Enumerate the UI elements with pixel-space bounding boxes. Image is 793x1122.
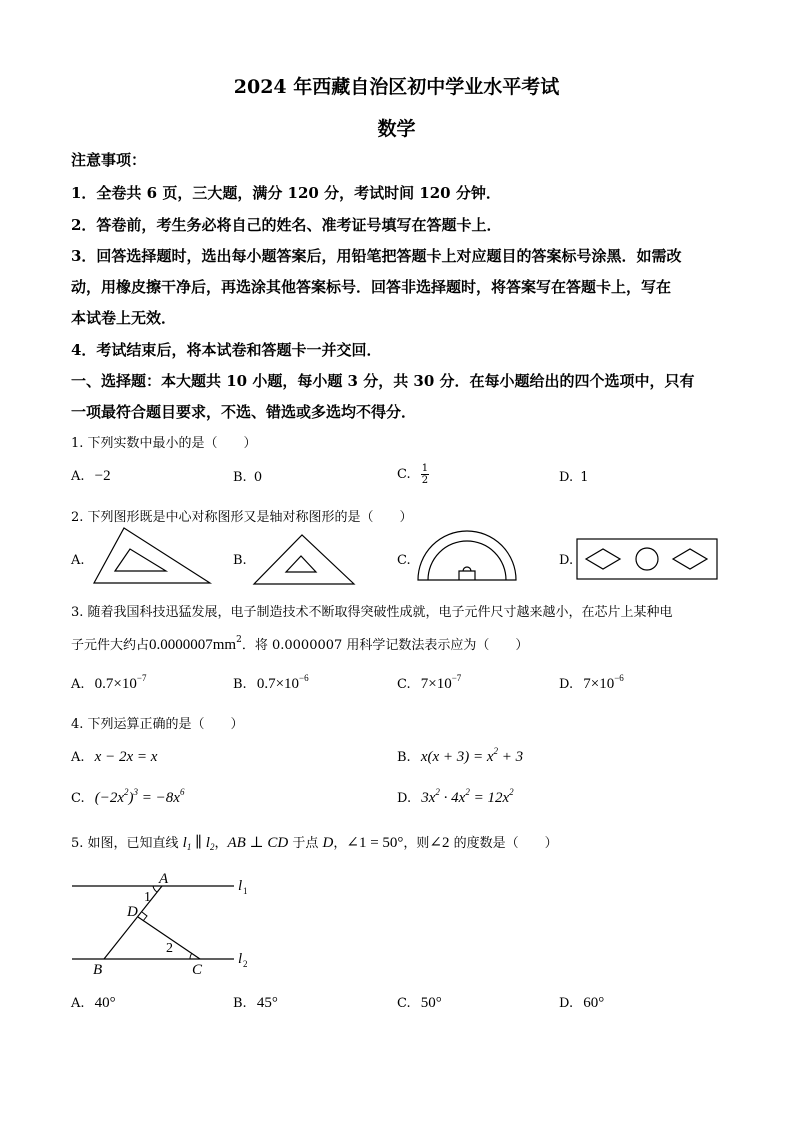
question-5-option-c	[397, 995, 442, 1012]
diamond-circle-diamond-figure	[576, 538, 718, 580]
option-value: 50°	[420, 995, 442, 1011]
right-triangle-ruler-figure	[88, 525, 214, 587]
label-c: C	[192, 962, 203, 978]
option-value	[420, 746, 524, 765]
question-1-stem: 1. 下列实数中最小的是（ ）	[71, 436, 257, 451]
option-value	[583, 673, 624, 692]
question-4-stem: 4. 下列运算正确的是（ ）	[71, 717, 244, 732]
option-exponent: −7	[136, 673, 147, 683]
section-1-heading-line-2: 一项最符合题目要求，不选、错选或多选均不得分．	[71, 403, 417, 421]
protractor-figure	[414, 524, 520, 584]
question-2-option-c-label: C.	[397, 553, 411, 568]
option-base: 0.7×10	[94, 676, 137, 692]
option-label: B.	[233, 470, 247, 485]
option-value: 40°	[94, 995, 116, 1011]
stem-text: 子元件大约占	[71, 638, 150, 653]
isosceles-triangle-ruler-figure	[250, 532, 358, 588]
point-d: D	[322, 835, 334, 851]
stem-text: ，	[214, 836, 228, 851]
label-l1-sub: 1	[243, 886, 248, 896]
question-3-stem-line-2	[71, 634, 528, 654]
question-4-option-a	[71, 749, 157, 766]
option-label: C.	[71, 791, 85, 806]
question-2-option-b-label: B.	[233, 553, 247, 568]
option-label: D.	[559, 677, 574, 692]
option-label: C.	[397, 467, 411, 482]
question-3-option-a	[71, 673, 147, 693]
angle-2-arc	[190, 953, 192, 959]
parallel-symbol: ∥	[191, 835, 206, 851]
option-base: 7×10	[583, 676, 615, 692]
line-letter: l	[205, 835, 210, 851]
fraction-denominator: 2	[421, 475, 429, 486]
option-value	[94, 787, 185, 806]
label-b: B	[93, 962, 103, 978]
option-value: x − 2x = x	[94, 749, 158, 765]
question-3-option-c	[397, 673, 462, 693]
option-value	[94, 673, 147, 692]
question-4-option-d	[397, 787, 514, 807]
stem-text: 于点	[288, 836, 323, 851]
option-label: A.	[71, 996, 85, 1011]
notice-item-2: 2．答卷前，考生务必将自己的姓名、准考证号填写在答题卡上．	[71, 216, 502, 234]
line-letter: l	[182, 835, 187, 851]
expr-part: = −8x	[138, 790, 180, 806]
option-exponent: −6	[614, 673, 624, 683]
option-exponent: −7	[451, 673, 462, 683]
option-label: C.	[397, 677, 411, 692]
segment-ab	[104, 886, 162, 959]
stem-unit: mm	[212, 637, 237, 653]
stem-text: ，则	[403, 836, 430, 851]
option-label: D.	[397, 791, 412, 806]
expr-exponent: 2	[435, 787, 440, 797]
notice-item-4: 4．考试结束后，将本试卷和答题卡一并交回．	[71, 341, 382, 359]
option-value: 45°	[256, 995, 278, 1011]
expr-part: x(x + 3) = x	[420, 749, 494, 765]
option-label: B.	[397, 750, 411, 765]
option-label: A.	[71, 469, 85, 484]
fraction	[421, 463, 429, 486]
option-exponent: −6	[299, 673, 309, 683]
notice-item-3-line-2: 动，用橡皮擦干净后，再选涂其他答案标号．回答非选择题时，将答案写在答题卡上，写在	[71, 278, 672, 296]
expr-part: = 12x	[469, 790, 510, 806]
label-l2-sub: 2	[243, 959, 248, 969]
question-5-stem	[71, 832, 558, 852]
question-4-option-c	[71, 787, 185, 807]
label-l1: l	[238, 878, 243, 894]
expr-exponent: 2	[465, 787, 470, 797]
stem-text: ，	[333, 836, 347, 851]
parallel-lines-geometry-figure	[66, 868, 256, 978]
question-5-option-b	[233, 995, 278, 1012]
question-3-option-b	[233, 673, 309, 693]
option-base: 0.7×10	[256, 676, 300, 692]
question-3-stem-line-1: 3. 随着我国科技迅猛发展，电子制造技术不断取得突破性成就，电子元件尺寸越来越小，在芯片上某种电	[71, 605, 673, 620]
angle-1-arc	[153, 886, 157, 892]
option-value: −2	[94, 468, 111, 484]
label-a: A	[159, 871, 169, 887]
expr-exponent: 6	[179, 787, 185, 797]
label-l2: l	[238, 951, 243, 967]
angle-1-expr: ∠1 = 50°	[346, 835, 404, 851]
option-label: A.	[71, 750, 85, 765]
option-label: B.	[233, 996, 247, 1011]
expr-part: (−2x	[94, 790, 125, 806]
question-5-option-d	[559, 995, 604, 1012]
expr-exponent: 2	[493, 746, 499, 756]
option-base: 7×10	[420, 676, 452, 692]
notice-heading: 注意事项：	[71, 151, 147, 169]
section-1-heading-line-1: 一、选择题：本大题共 10 小题，每小题 3 分，共 30 分．在每小题给出的四个选项中，只有	[71, 372, 695, 390]
expr-part: 3x	[421, 790, 436, 806]
stem-value: 0.0000007	[149, 637, 213, 653]
option-label: D.	[559, 470, 574, 485]
option-label: A.	[71, 677, 85, 692]
fraction-numerator: 1	[421, 463, 429, 474]
option-label: D.	[559, 996, 574, 1011]
question-1-option-c	[397, 463, 429, 486]
label-one: 1	[144, 890, 151, 905]
notice-item-3-line-3: 本试卷上无效．	[71, 309, 177, 327]
option-value: 60°	[583, 995, 605, 1011]
exam-title: 2024 年西藏自治区初中学业水平考试	[233, 76, 560, 98]
stem-unit-exponent: 2	[236, 635, 242, 645]
option-value	[421, 787, 514, 806]
option-label: B.	[233, 677, 247, 692]
question-5-option-a	[71, 995, 116, 1012]
stem-text: 5. 如图，已知直线	[71, 836, 183, 851]
option-value: 0	[253, 470, 263, 485]
question-2-option-a-label: A.	[71, 553, 85, 568]
question-1-option-d	[559, 470, 589, 485]
notice-item-3-line-1: 3．回答选择题时，选出每小题答案后，用铅笔把答题卡上对应题目的答案标号涂黑．如需改	[71, 247, 682, 265]
subject-title: 数学	[377, 118, 416, 140]
question-1-option-b	[233, 470, 262, 485]
question-2-option-d-label: D.	[559, 553, 574, 568]
expr-part: · 4x	[439, 790, 466, 806]
perpendicular-expr: AB ⊥ CD	[227, 835, 289, 851]
option-label: C.	[397, 996, 411, 1011]
stem-text: 的度数是（ ）	[449, 836, 558, 851]
expr-exponent: 2	[509, 787, 514, 797]
expr-exponent: 2	[124, 787, 129, 797]
expr-exponent: 3	[133, 787, 139, 797]
expr-part: )	[128, 790, 134, 806]
line-subscript: 1	[186, 842, 192, 852]
option-value: 1	[580, 470, 589, 485]
question-2-stem: 2. 下列图形既是中心对称图形又是轴对称图形的是（ ）	[71, 510, 413, 525]
question-4-option-b	[397, 746, 524, 766]
label-two: 2	[166, 941, 173, 956]
stem-text: ．将 0.0000007 用科学记数法表示应为（ ）	[241, 638, 529, 653]
question-1-option-a	[71, 468, 111, 485]
angle-2-expr: ∠2	[429, 835, 450, 851]
question-3-option-d	[559, 673, 624, 693]
line-subscript: 2	[209, 842, 215, 852]
expr-part: + 3	[498, 749, 524, 765]
label-d: D	[127, 904, 138, 920]
option-value	[420, 673, 462, 692]
option-value	[256, 673, 309, 692]
notice-item-1: 1．全卷共 6 页，三大题，满分 120 分，考试时间 120 分钟．	[71, 184, 501, 202]
